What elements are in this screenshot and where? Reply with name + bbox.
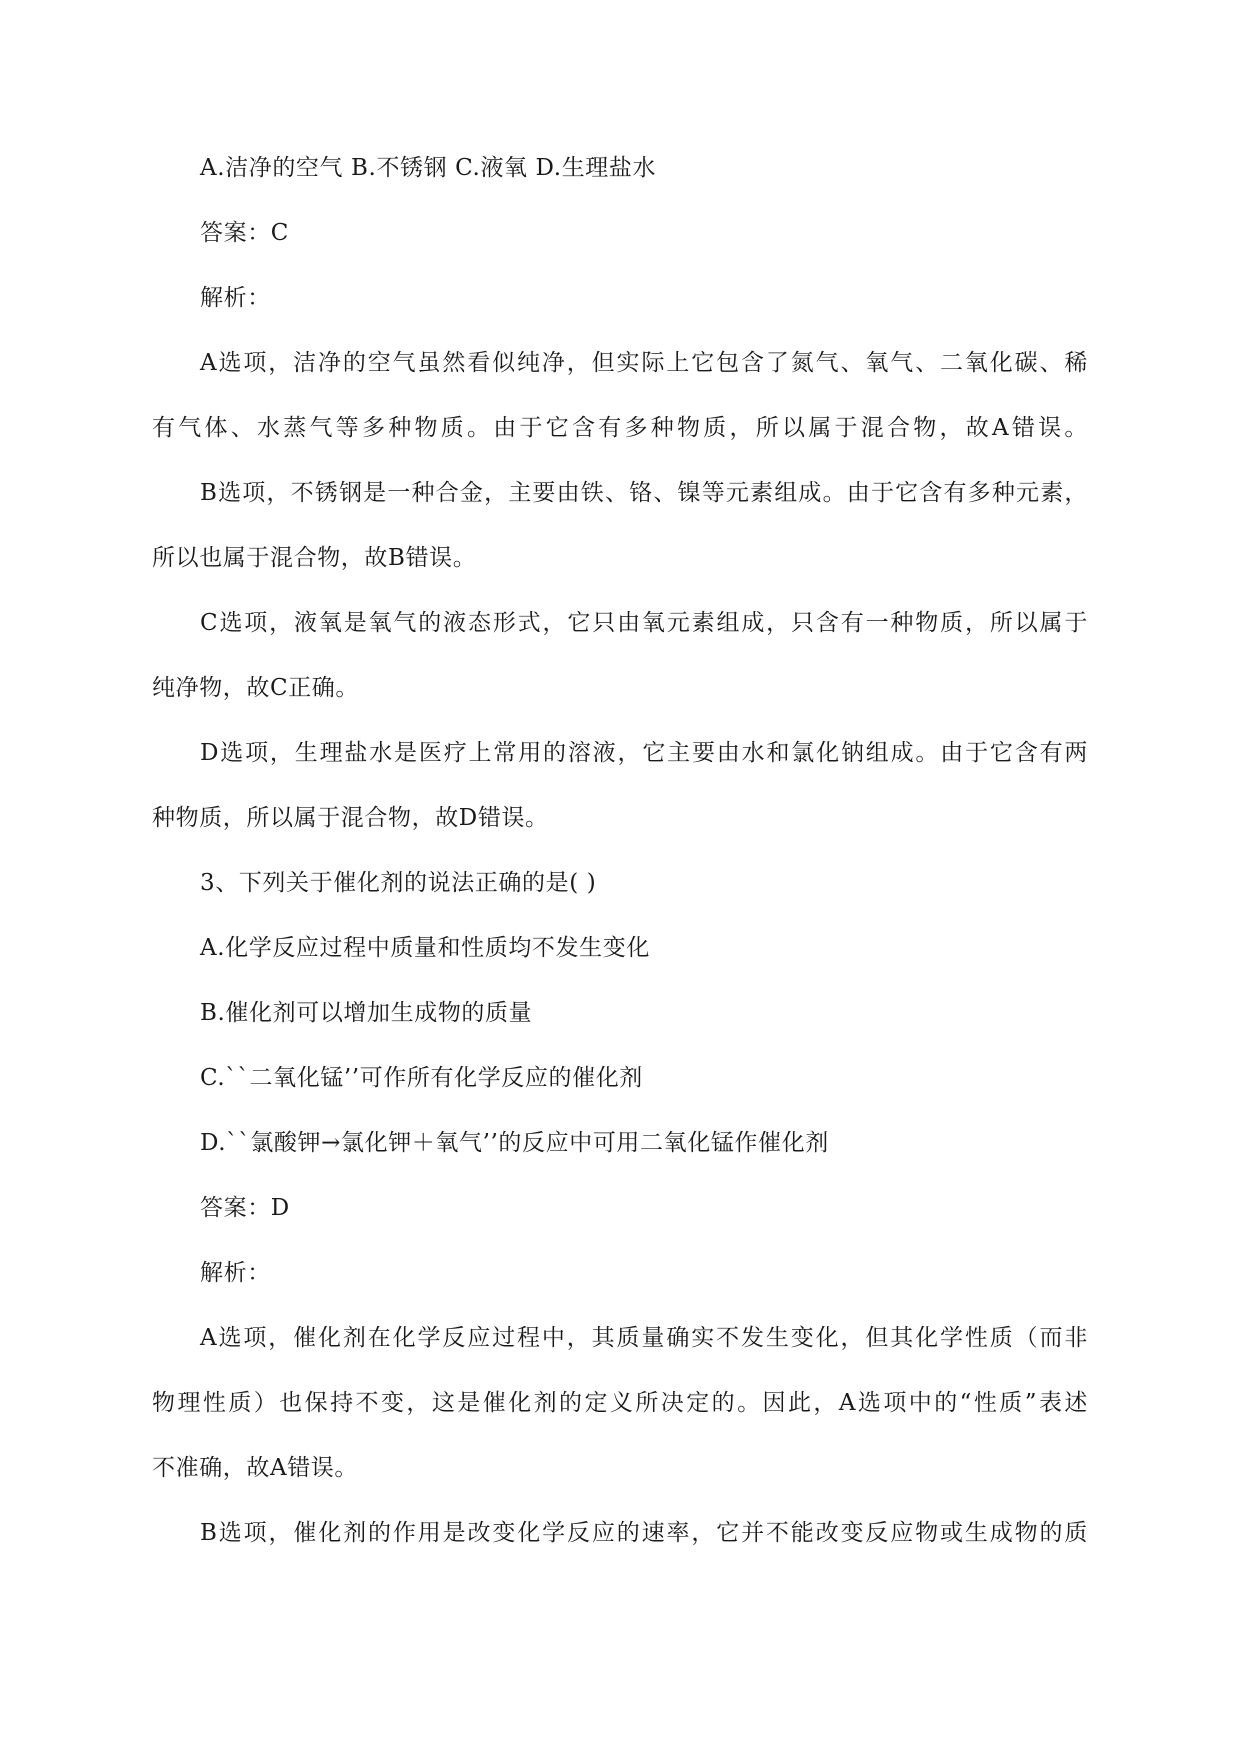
q2-answer: 答案：C (200, 220, 289, 246)
q2-analysis-label: 解析： (200, 285, 271, 311)
q3-answer: 答案：D (200, 1195, 290, 1221)
q3-option-c: C.``二氧化锰’’可作所有化学反应的催化剂 (200, 1065, 643, 1091)
q2-analysis-d-line1: D选项，生理盐水是医疗上常用的溶液，它主要由水和氯化钠组成。由于它含有两 (200, 740, 1088, 766)
q3-analysis-b-line1: B选项，催化剂的作用是改变化学反应的速率，它并不能改变反应物或生成物的质 (200, 1520, 1088, 1546)
q3-analysis-label: 解析： (200, 1260, 271, 1286)
q2-analysis-a-line2: 有气体、水蒸气等多种物质。由于它含有多种物质，所以属于混合物，故A错误。 (152, 415, 1088, 441)
q2-analysis-b-line1: B选项，不锈钢是一种合金，主要由铁、铬、镍等元素组成。由于它含有多种元素， (200, 480, 1088, 506)
q3-option-d: D.``氯酸钾→氯化钾＋氧气’’的反应中可用二氧化锰作催化剂 (200, 1130, 829, 1156)
q3-analysis-a-line3: 不准确，故A错误。 (152, 1455, 359, 1481)
q3-analysis-a-line1: A选项，催化剂在化学反应过程中，其质量确实不发生变化，但其化学性质（而非 (200, 1325, 1088, 1351)
q2-analysis-d-line2: 种物质，所以属于混合物，故D错误。 (152, 805, 549, 831)
q3-option-b: B.催化剂可以增加生成物的质量 (200, 1000, 533, 1026)
q2-analysis-c-line1: C选项，液氧是氧气的液态形式，它只由氧元素组成，只含有一种物质，所以属于 (200, 610, 1088, 636)
q2-analysis-a-line1: A选项，洁净的空气虽然看似纯净，但实际上它包含了氮气、氧气、二氧化碳、稀 (200, 350, 1088, 376)
q3-option-a: A.化学反应过程中质量和性质均不发生变化 (200, 935, 650, 961)
q3-question: 3、下列关于催化剂的说法正确的是( ) (200, 870, 597, 896)
document-body (152, 136, 1088, 1566)
q2-options: A.洁净的空气 B.不锈钢 C.液氧 D.生理盐水 (200, 155, 657, 181)
q2-analysis-b-line2: 所以也属于混合物，故B错误。 (152, 545, 477, 571)
q3-analysis-a-line2: 物理性质）也保持不变，这是催化剂的定义所决定的。因此，A选项中的“性质”表述 (152, 1390, 1088, 1416)
q2-analysis-c-line2: 纯净物，故C正确。 (152, 675, 359, 701)
